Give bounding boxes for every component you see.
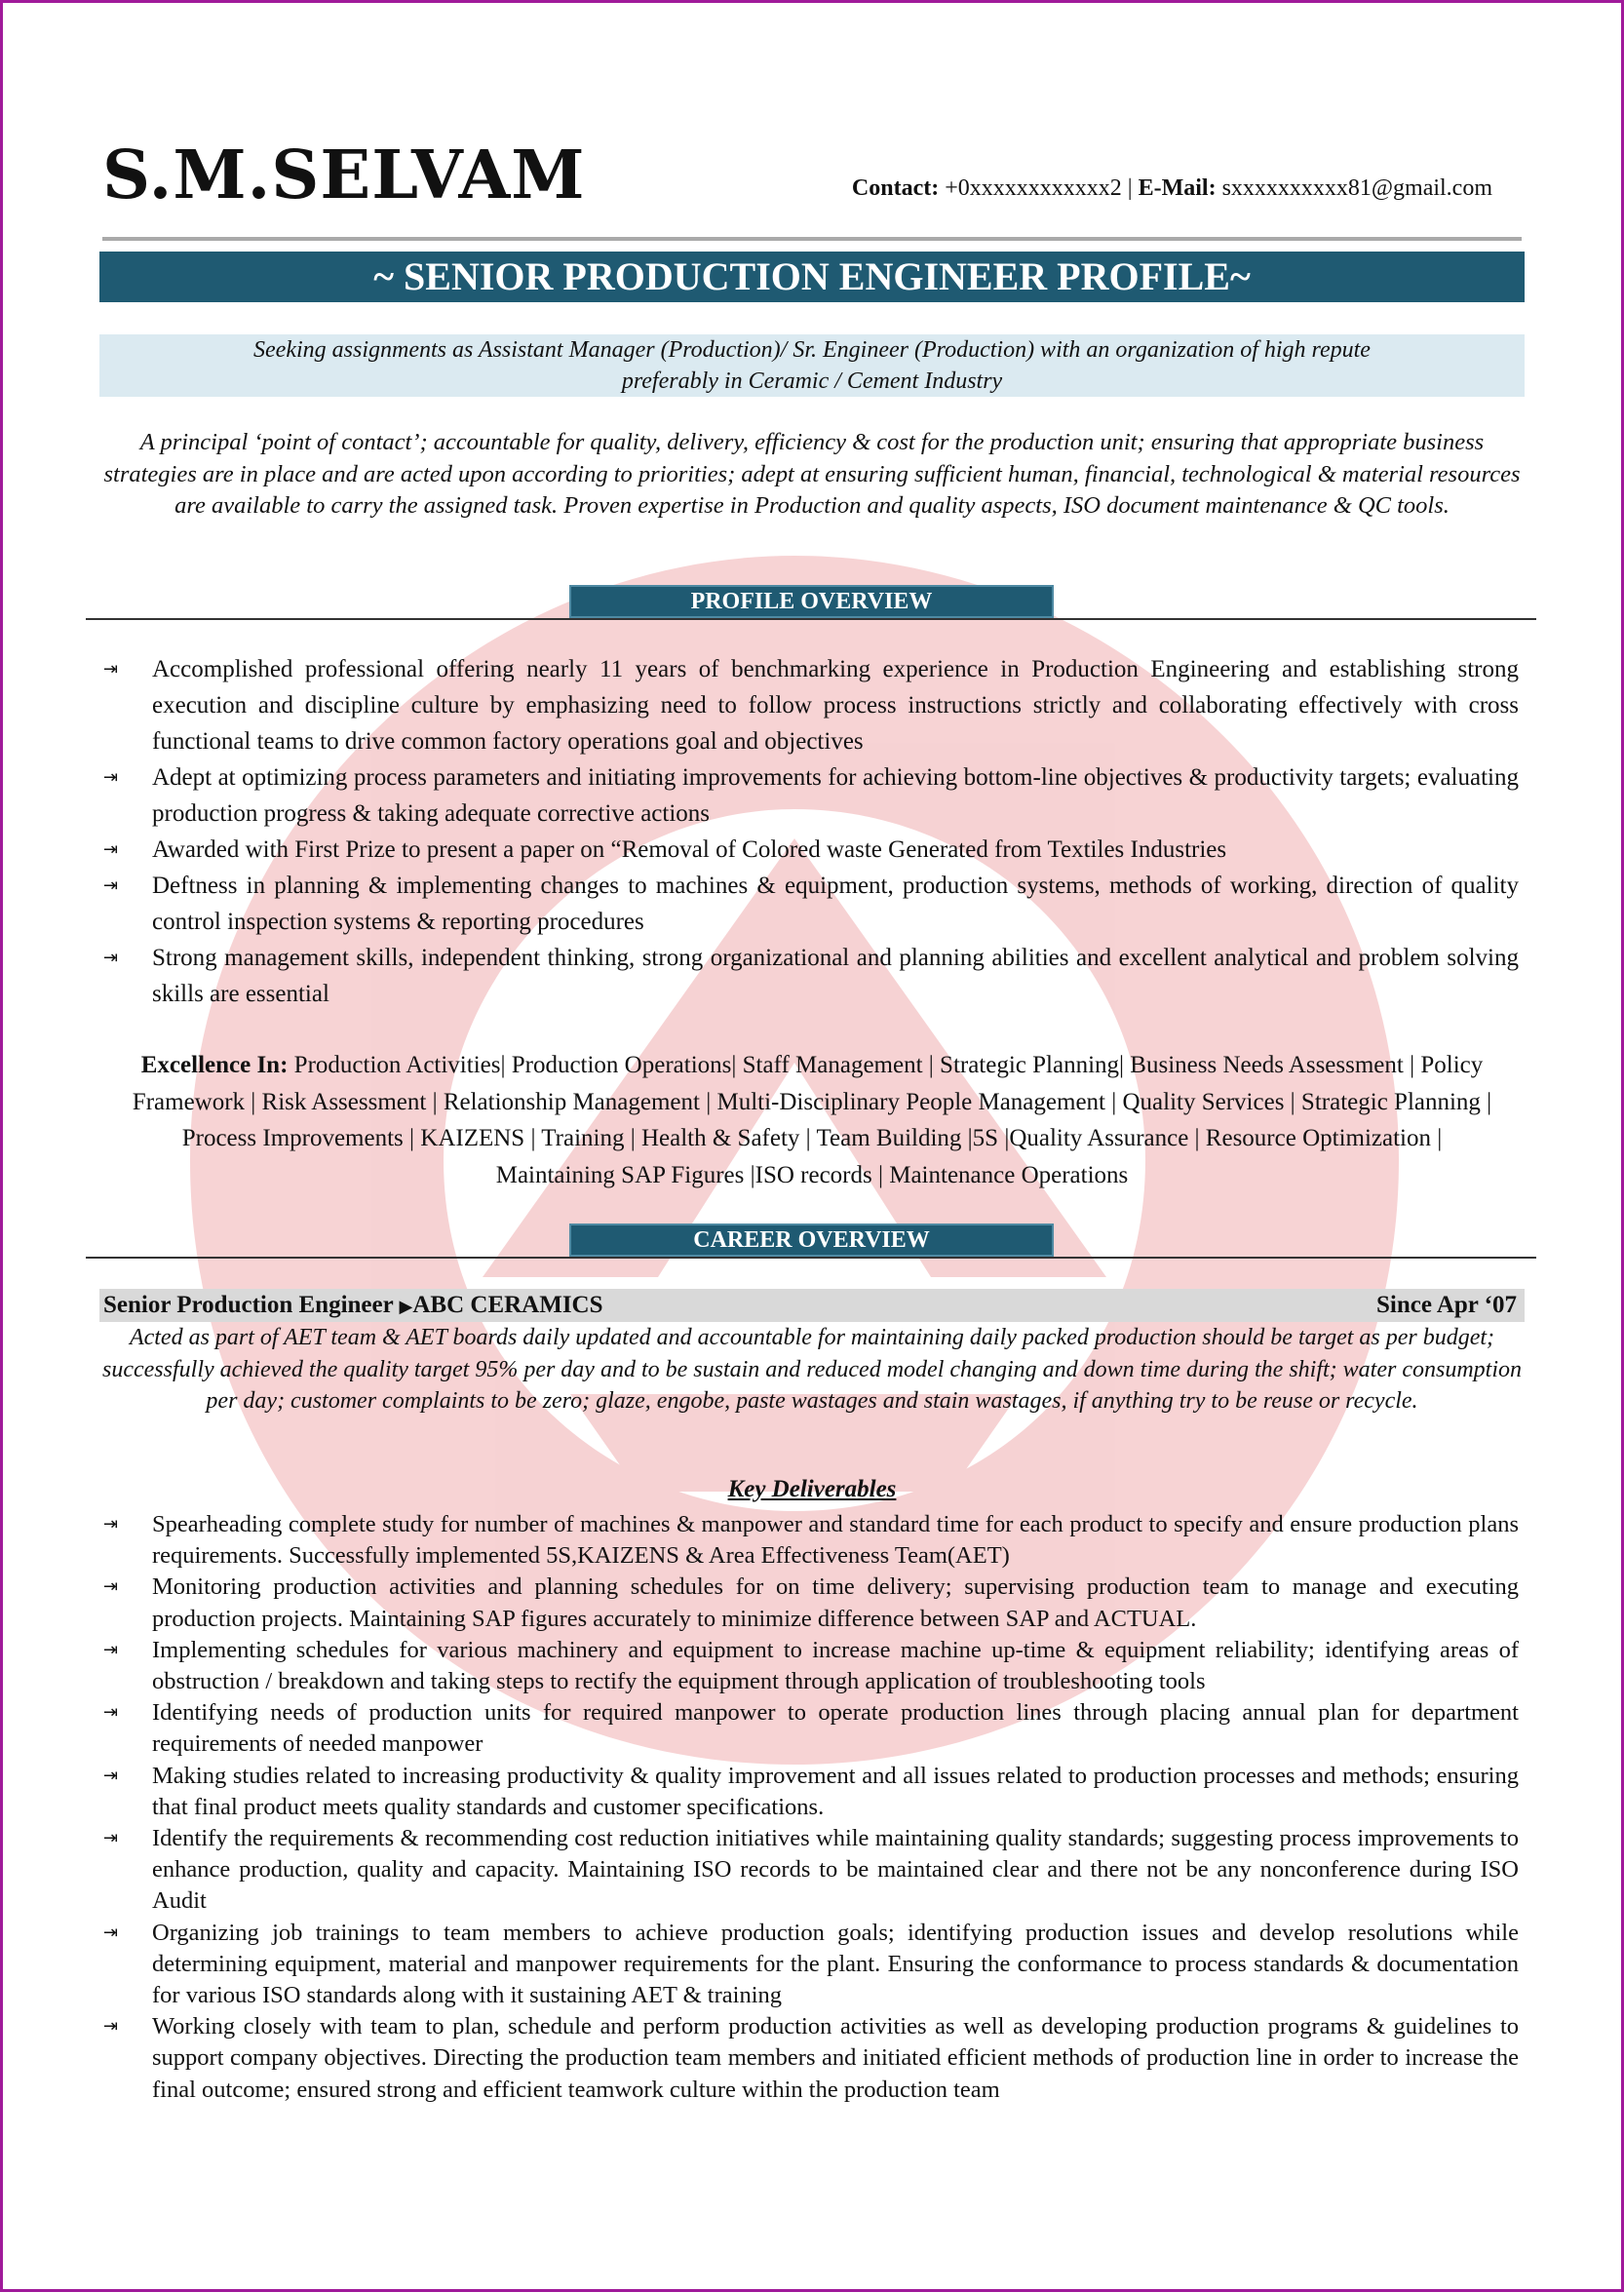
objective-line-2: preferably in Ceramic / Cement Industry bbox=[621, 369, 1003, 394]
tab-arrow-icon: ⇥ bbox=[103, 2016, 119, 2038]
tab-arrow-icon: ⇥ bbox=[103, 839, 119, 860]
profile-overview-divider bbox=[86, 618, 1536, 620]
job-since: Since Apr ‘07 bbox=[1376, 1292, 1517, 1318]
excellence-skills: Production Activities| Production Operations| Staff Management | Strategic Planning| Business Needs Assessment | Policy Framework | Risk Assessment | Relationship Management | Multi-Disciplinary People Management | Quality Services | Strategic Planning | Process Improvements | KAIZENS | Training | Health & Safety | Team Building |5S |Quality Assurance | Resource Optimization | Maintaining SAP Figures |ISO records | Maintenance Operations bbox=[132, 1052, 1492, 1188]
profile-overview-list bbox=[99, 651, 1519, 1012]
summary-paragraph: A principal ‘point of contact’; accountable for quality, delivery, efficiency & cost for the production unit; ensuring that appropriate business strategies are in place and are acted upon according to priorities; adept at ensuring sufficient human, financial, technological & material resources are available to carry the assigned task. Proven expertise in Production and quality aspects, ISO document maintenance & QC tools. bbox=[103, 429, 1521, 519]
job-title: Senior Production Engineer bbox=[103, 1292, 394, 1318]
list-item: ⇥ Organizing job trainings to team members to achieve production goals; identifying production issues and develop resolutions while determining equipment, material and manpower requirements for the plant. Ensuring the conformance to process standards & documentation for various ISO standards along with it sustaining AET & training bbox=[103, 1919, 1519, 2009]
objective-box bbox=[99, 334, 1525, 397]
company-name: ABC CERAMICS bbox=[412, 1292, 603, 1318]
tab-arrow-icon: ⇥ bbox=[103, 1576, 119, 1598]
list-item: ⇥ Accomplished professional offering nearly 11 years of benchmarking experience in Production Engineering and establishing strong execution and discipline culture by emphasizing need to follow process instructions strictly and collaborating effectively with cross functional teams to drive common factory operations goal and objectives bbox=[99, 651, 1519, 759]
excellence-label: Excellence In: bbox=[140, 1052, 289, 1078]
tab-arrow-icon: ⇥ bbox=[103, 1922, 119, 1943]
profile-overview-heading: PROFILE OVERVIEW bbox=[569, 585, 1054, 618]
tab-arrow-icon: ⇥ bbox=[103, 1639, 119, 1660]
list-item: ⇥ Awarded with First Prize to present a paper on “Removal of Colored waste Generated from Textiles Industries bbox=[99, 832, 1519, 868]
contact-label: Contact: bbox=[851, 175, 940, 201]
tab-arrow-icon: ⇥ bbox=[103, 875, 119, 896]
tab-arrow-icon: ⇥ bbox=[103, 1514, 119, 1534]
career-overview-heading: CAREER OVERVIEW bbox=[569, 1224, 1054, 1257]
list-item: ⇥ Spearheading complete study for number of machines & manpower and standard time for each product to specify and ensure production plans requirements. Successfully implemented 5S,KAIZENS & Area Effectiveness Team(AET) bbox=[103, 1511, 1519, 1570]
list-item: ⇥ Adept at optimizing process parameters and initiating improvements for achieving bottom-line objectives & productivity targets; evaluating production progress & taking adequate corrective actions bbox=[99, 759, 1519, 832]
key-deliverables-title: Key Deliverables bbox=[727, 1476, 897, 1502]
list-item: ⇥ Implementing schedules for various machinery and equipment to increase machine up-time & equipment reliability; identifying areas of obstruction / breakdown and taking steps to rectify the equipment through application of troubleshooting tools bbox=[103, 1636, 1519, 1695]
contact-separator: | bbox=[1127, 175, 1133, 201]
career-overview-divider bbox=[86, 1257, 1536, 1259]
tab-arrow-icon: ⇥ bbox=[103, 767, 119, 788]
list-item: ⇥ Working closely with team to plan, schedule and perform production activities as well as developing production programs & guidelines to support company objectives. Directing the production team members and initiated efficient methods of production line in order to increase the final outcome; ensured strong and efficient teamwork culture within the production team bbox=[103, 2013, 1519, 2103]
list-item: ⇥ Making studies related to increasing productivity & quality improvement and all issues related to production processes and methods; ensuring that final product meets quality standards and customer specifications. bbox=[103, 1762, 1519, 1820]
header-divider bbox=[102, 237, 1522, 241]
phone-number: +0xxxxxxxxxxxx2 bbox=[945, 175, 1122, 201]
tab-arrow-icon: ⇥ bbox=[103, 1765, 119, 1786]
tab-arrow-icon: ⇥ bbox=[103, 1828, 119, 1849]
deliverables-list bbox=[99, 1509, 1519, 2106]
job-description: Acted as part of AET team & AET boards daily updated and accountable for maintaining daily packed production should be target as per budget; successfully achieved the quality target 95% per day and to be sustain and reduced model changing and down time during the shift; water consumption per day; customer complaints to be zero; glaze, engobe, paste wastages and stain wastages, if anything try to be reuse or recycle. bbox=[102, 1325, 1522, 1414]
list-item: ⇥ Strong management skills, independent thinking, strong organizational and planning abilities and excellent analytical and problem solving skills are essential bbox=[99, 940, 1519, 1012]
excellence-in bbox=[127, 1047, 1497, 1193]
list-item: ⇥ Identifying needs of production units for required manpower to operate production lines through placing annual plan for department requirements of needed manpower bbox=[103, 1699, 1519, 1758]
list-item: ⇥ Identify the requirements & recommending cost reduction initiatives while maintaining quality standards; suggesting process improvements to enhance production, quality and capacity. Maintaining ISO records to be maintained clear and there not be any nonconference during ISO Audit bbox=[103, 1825, 1519, 1915]
job-header bbox=[99, 1289, 1525, 1322]
pointer-icon: ▶ bbox=[399, 1297, 413, 1317]
contact-line bbox=[852, 175, 1492, 202]
email-label: E-Mail: bbox=[1138, 175, 1217, 201]
list-item: ⇥ Monitoring production activities and planning schedules for on time delivery; supervising production team to manage and executing production projects. Maintaining SAP figures accurately to minimize difference between SAP and ACTUAL. bbox=[103, 1573, 1519, 1632]
list-item: ⇥ Deftness in planning & implementing changes to machines & equipment, production systems, methods of working, direction of quality control inspection systems & reporting procedures bbox=[99, 868, 1519, 940]
tab-arrow-icon: ⇥ bbox=[103, 948, 119, 968]
tab-arrow-icon: ⇥ bbox=[103, 1702, 119, 1724]
candidate-name: S.M.SELVAM bbox=[102, 136, 586, 214]
tab-arrow-icon: ⇥ bbox=[103, 659, 119, 680]
profile-title: ~ SENIOR PRODUCTION ENGINEER PROFILE~ bbox=[99, 252, 1525, 302]
email-address: sxxxxxxxxxx81@gmail.com bbox=[1221, 175, 1492, 201]
objective-line-1: Seeking assignments as Assistant Manager (Production)/ Sr. Engineer (Production) with an organization of high repute bbox=[253, 337, 1371, 363]
